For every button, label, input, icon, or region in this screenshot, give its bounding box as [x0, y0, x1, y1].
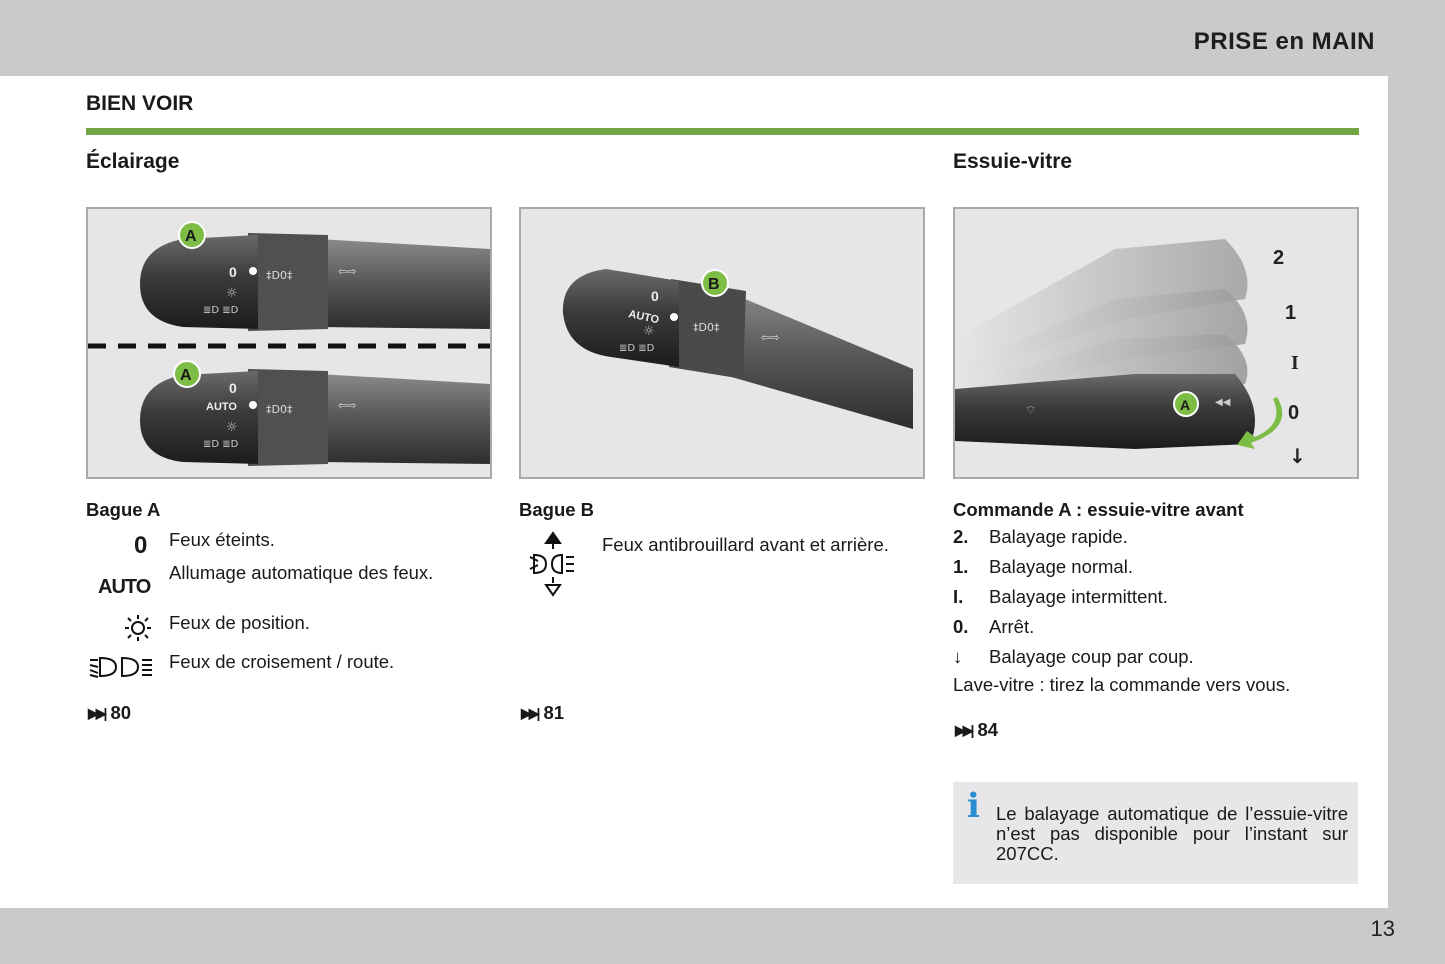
wiper-item-off	[953, 616, 1034, 638]
info-icon: i	[967, 786, 980, 826]
next-page-icon-81: ▶▶|	[521, 704, 538, 721]
page-ref-81[interactable]	[521, 702, 564, 724]
bague-a-item-3-text: Feux de position.	[169, 612, 310, 633]
svg-text:☼: ☼	[226, 286, 238, 301]
page-number: 13	[1370, 916, 1395, 941]
svg-text:≣D ≣D: ≣D ≣D	[619, 343, 655, 354]
next-page-icon-84: ▶▶|	[955, 721, 972, 738]
stalk-label-auto: AUTO	[206, 401, 237, 413]
wiper-text-2: Balayage rapide.	[989, 526, 1128, 547]
wiper-item-intermittent	[953, 586, 1168, 608]
lights-off-icon: 0	[134, 532, 148, 559]
svg-text:☼: ☼	[643, 324, 655, 339]
wiper-pos-0: 0	[1288, 402, 1300, 424]
svg-text:‡D0‡: ‡D0‡	[266, 269, 293, 282]
stalk-label-0: 0	[229, 264, 237, 280]
wiper-text-1: Balayage normal.	[989, 556, 1133, 577]
svg-text:≣D ≣D: ≣D ≣D	[203, 439, 239, 450]
bague-b-title: Bague B	[519, 499, 595, 520]
wiper-text-0: Arrêt.	[989, 616, 1035, 637]
figure-wiper-stalk	[953, 207, 1359, 479]
svg-text:⇦⇨: ⇦⇨	[338, 265, 357, 278]
wiper-key-i: I.	[953, 586, 964, 607]
page-ref-80-number: 80	[110, 702, 132, 723]
svg-text:⇦⇨: ⇦⇨	[761, 331, 780, 344]
svg-text:⌔: ⌔	[1025, 403, 1037, 417]
fog-lights-icon	[528, 531, 578, 604]
lave-vitre-text: Lave-vitre : tirez la commande vers vous.	[953, 674, 1291, 695]
bague-a-title: Bague A	[86, 499, 161, 520]
bague-a-item-4-text: Feux de croisement / route.	[169, 651, 395, 672]
svg-text:☼: ☼	[226, 420, 238, 435]
wiper-text-down: Balayage coup par coup.	[989, 646, 1194, 667]
info-note	[953, 782, 1358, 884]
eclairage-title: Éclairage	[86, 150, 180, 173]
section-title: BIEN VOIR	[86, 92, 194, 115]
next-page-icon: ▶▶|	[88, 704, 105, 721]
bague-a-item-2-text: Allumage automatique des feux.	[169, 562, 434, 583]
info-note-text: Le balayage automatique de l’essuie-vitre n’est pas disponible pour l’instant sur 207CC.	[996, 803, 1348, 864]
wiper-key-1: 1.	[953, 556, 969, 577]
section-divider	[86, 128, 1359, 135]
figure-lighting-stalk-b	[519, 207, 925, 479]
svg-text:≣D ≣D: ≣D ≣D	[203, 305, 239, 316]
essuie-vitre-title: Essuie-vitre	[953, 150, 1073, 173]
wiper-pos-down: ↓	[1289, 444, 1306, 468]
figure-lighting-stalk-a	[86, 207, 492, 479]
bague-b-text: Feux antibrouillard avant et arrière.	[602, 534, 889, 555]
wiper-item-normal	[953, 556, 1133, 578]
commande-a-title: Commande A : essuie-vitre avant	[953, 499, 1244, 520]
wiper-key-2: 2.	[953, 526, 969, 547]
page-ref-84-number: 84	[977, 719, 999, 740]
wiper-pos-2: 2	[1273, 247, 1285, 269]
svg-text:‡D0‡: ‡D0‡	[266, 403, 293, 416]
wiper-pos-i: I	[1291, 352, 1299, 374]
stalk-b-label-0: 0	[651, 288, 659, 304]
header-title: PRISE en MAIN	[1193, 28, 1375, 55]
wiper-text-i: Balayage intermittent.	[989, 586, 1168, 607]
wiper-pos-1: 1	[1285, 302, 1297, 324]
callout-b: B	[708, 276, 720, 293]
svg-text:◀◀: ◀◀	[1215, 397, 1231, 408]
wiper-key-down: ↓	[953, 646, 963, 667]
stalk-b-label-auto: AUTO	[627, 308, 661, 327]
bague-a-item-1-text: Feux éteints.	[169, 529, 275, 550]
callout-a-wiper: A	[1180, 397, 1191, 413]
position-lights-icon	[122, 613, 154, 648]
svg-text:‡D0‡: ‡D0‡	[693, 321, 720, 334]
dipped-main-beam-icon	[88, 655, 154, 684]
callout-a: A	[185, 228, 197, 245]
wiper-key-0: 0.	[953, 616, 969, 637]
svg-text:⇦⇨: ⇦⇨	[338, 399, 357, 412]
stalk-label-0-bottom: 0	[229, 380, 237, 396]
page-ref-81-number: 81	[543, 702, 565, 723]
auto-lights-icon: AUTO	[98, 576, 151, 598]
callout-a-bottom: A	[180, 367, 192, 384]
page-ref-80[interactable]	[88, 702, 131, 724]
wiper-item-single	[953, 646, 1194, 668]
page-ref-84[interactable]	[955, 719, 998, 741]
wiper-item-fast	[953, 526, 1128, 548]
